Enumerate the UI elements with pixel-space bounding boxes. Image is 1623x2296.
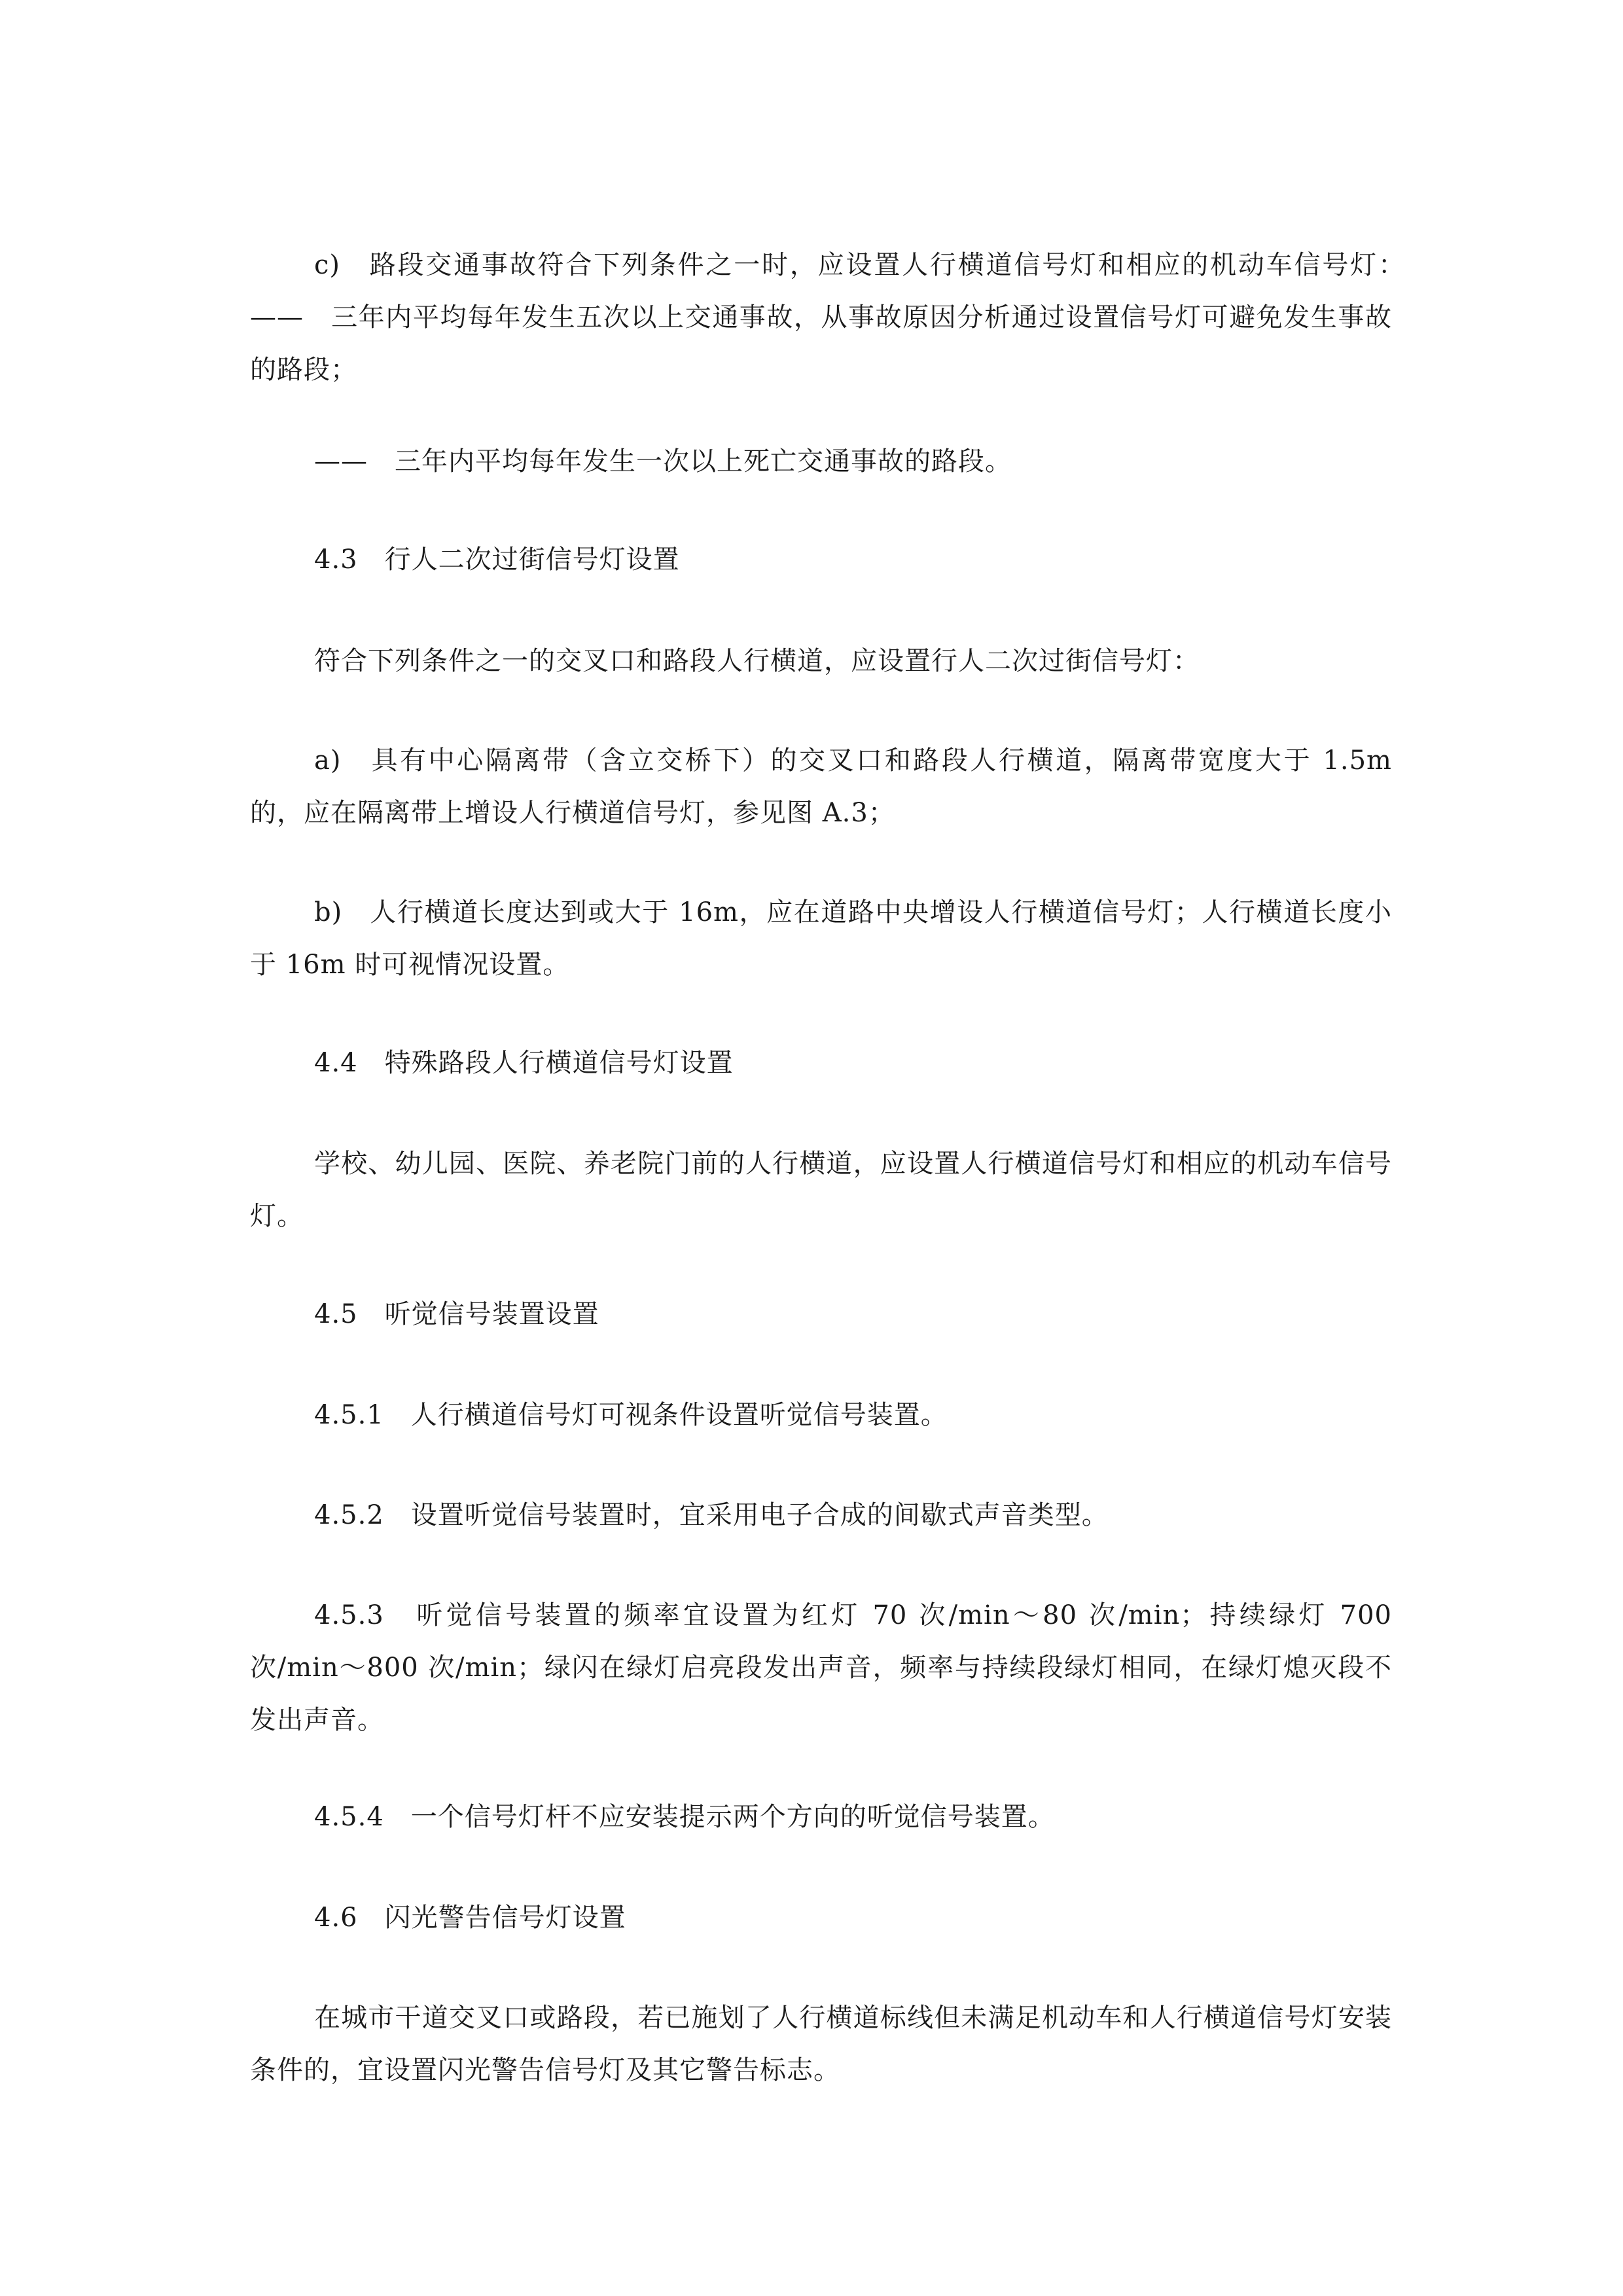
section-heading-4-3: 4.3 行人二次过街信号灯设置	[314, 545, 680, 575]
paragraph-4-5-4: 4.5.4 一个信号灯杆不应安装提示两个方向的听觉信号装置。	[314, 1802, 1055, 1832]
paragraph-item-b: b) 人行横道长度达到或大于 16m，应在道路中央增设人行横道信号灯；人行横道长度小于 16m 时可视情况设置。	[250, 897, 1392, 980]
paragraph-4-5-1: 4.5.1 人行横道信号灯可视条件设置听觉信号装置。	[314, 1400, 948, 1430]
paragraph-4-3-intro: 符合下列条件之一的交叉口和路段人行横道，应设置行人二次过街信号灯：	[314, 646, 1200, 676]
section-heading-4-6: 4.6 闪光警告信号灯设置	[314, 1903, 626, 1933]
paragraph-4-5-2: 4.5.2 设置听觉信号装置时，宜采用电子合成的间歇式声音类型。	[314, 1500, 1109, 1530]
paragraph-dash-item: —— 三年内平均每年发生一次以上死亡交通事故的路段。	[314, 446, 1012, 476]
paragraph-item-a: a) 具有中心隔离带（含立交桥下）的交叉口和路段人行横道，隔离带宽度大于 1.5m 的，应在隔离带上增设人行横道信号灯，参见图 A.3；	[250, 745, 1392, 828]
section-heading-4-5: 4.5 听觉信号装置设置	[314, 1299, 599, 1329]
paragraph-item-c: c) 路段交通事故符合下列条件之一时，应设置人行横道信号灯和相应的机动车信号灯： —— 三年内平均每年发生五次以上交通事故，从事故原因分析通过设置信号灯可避免发生事故的路段；	[250, 250, 1419, 385]
paragraph-4-4: 学校、幼儿园、医院、养老院门前的人行横道，应设置人行横道信号灯和相应的机动车信号灯。	[250, 1149, 1392, 1231]
paragraph-4-6: 在城市干道交叉口或路段，若已施划了人行横道标线但未满足机动车和人行横道信号灯安装条件的，宜设置闪光警告信号灯及其它警告标志。	[250, 2003, 1392, 2085]
paragraph-4-5-3: 4.5.3 听觉信号装置的频率宜设置为红灯 70 次/min～80 次/min；持续绿灯 700 次/min～800 次/min；绿闪在绿灯启亮段发出声音，频率与持续段绿灯相同，在绿灯熄灭段不发出声音。	[250, 1600, 1392, 1735]
section-heading-4-4: 4.4 特殊路段人行横道信号灯设置	[314, 1048, 734, 1078]
